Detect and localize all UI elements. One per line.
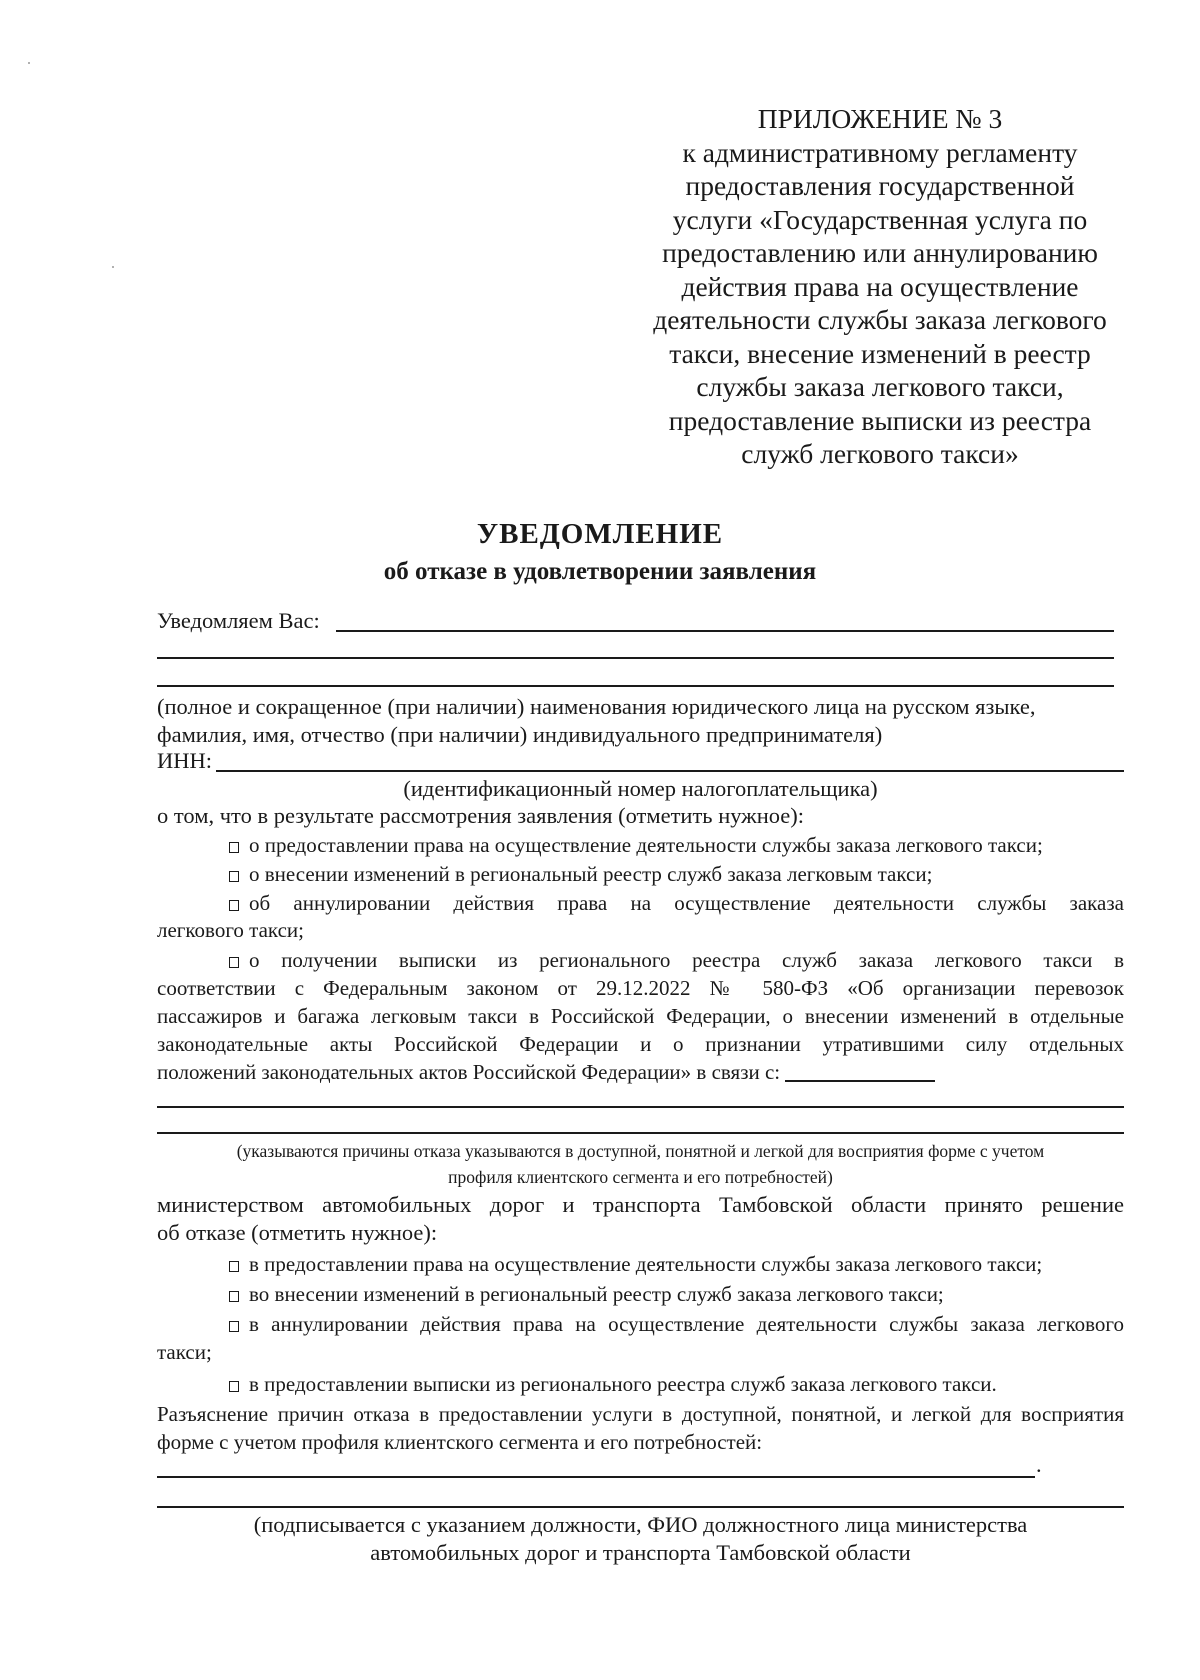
refusal-option-3-text-2: такси; [157, 1340, 212, 1364]
review-option-4-text-5: положений законодательных актов Российской Федерации» в связи с: [157, 1060, 935, 1085]
decision-line-1: министерством автомобильных дорог и транспорта Тамбовской области принято решение [157, 1192, 1124, 1217]
appendix-title: ПРИЛОЖЕНИЕ № 3 [757, 103, 1003, 134]
checkbox-icon[interactable] [229, 957, 239, 968]
appendix-line: такси, внесение изменений в реестр [669, 337, 1091, 369]
refusal-option-1[interactable] [229, 1252, 1042, 1277]
review-intro: о том, что в результате рассмотрения заявления (отметить нужное): [157, 803, 805, 828]
signature-field-line[interactable] [157, 1506, 1124, 1508]
appendix-header [615, 102, 1145, 471]
explanation-line-1: Разъяснение причин отказа в предоставлении услуги в доступной, понятной, и легкой для восприятия [157, 1402, 1124, 1426]
explanation-end-mark: . [1036, 1452, 1042, 1477]
explanation-line-2: форме с учетом профиля клиентского сегмента и его потребностей: [157, 1430, 763, 1454]
review-option-2[interactable] [229, 862, 932, 887]
appendix-line: услуги «Государственная услуга по [672, 203, 1088, 235]
review-option-3-text-1: об аннулировании действия права на осуществление деятельности службы заказа [249, 891, 1124, 915]
appendix-line: действия права на осуществление [681, 270, 1079, 302]
document-title: УВЕДОМЛЕНИЕ [476, 518, 724, 550]
recipient-hint-line-2: фамилия, имя, отчество (при наличии) индивидуального предпринимателя) [157, 722, 883, 747]
recipient-hint-line-1: (полное и сокращенное (при наличии) наименования юридического лица на русском языке, [157, 694, 1036, 719]
recipient-field-line-1[interactable] [336, 630, 1114, 632]
document-subtitle: об отказе в удовлетворении заявления [383, 558, 817, 585]
refusal-option-4-text: в предоставлении выписки из регионального реестра служб заказа легкового такси. [249, 1372, 997, 1396]
appendix-line: службы заказа легкового такси, [696, 371, 1064, 402]
checkbox-icon[interactable] [229, 1291, 239, 1302]
inn-label: ИНН: [157, 748, 212, 773]
refusal-option-3-text-1: в аннулировании действия права на осуществление деятельности службы заказа легкового [249, 1312, 1124, 1336]
signature-hint-line-1: (подписывается с указанием должности, ФИО должностного лица министерства [253, 1512, 1028, 1537]
reason-hint-line-2: профиля клиентского сегмента и его потребностей) [448, 1167, 833, 1187]
review-option-4[interactable] [229, 948, 1124, 973]
signature-hint-line-2: автомобильных дорог и транспорта Тамбовской области [370, 1540, 911, 1565]
reason-field-line-2[interactable] [157, 1132, 1124, 1134]
reason-field-line-1[interactable] [157, 1106, 1124, 1108]
checkbox-icon[interactable] [229, 1381, 239, 1392]
appendix-line: предоставлению или аннулированию [662, 237, 1098, 268]
notify-label: Уведомляем Вас: [157, 608, 320, 633]
review-option-1-text: о предоставлении права на осуществление деятельности службы заказа легкового такси; [249, 833, 1043, 857]
review-option-4-text-2: соответствии с Федеральным законом от 29.12.2022 № 580-ФЗ «Об организации перевозок [157, 976, 1124, 1000]
inn-hint: (идентификационный номер налогоплательщика) [403, 776, 878, 801]
decision-line-2: об отказе (отметить нужное): [157, 1220, 438, 1245]
appendix-line: предоставление выписки из реестра [668, 404, 1092, 436]
appendix-line: к административному регламенту [682, 136, 1078, 168]
review-option-3[interactable] [229, 891, 1124, 916]
refusal-option-3[interactable] [229, 1312, 1124, 1337]
appendix-line: предоставления государственной [685, 170, 1075, 201]
recipient-field-line-3[interactable] [157, 685, 1114, 687]
checkbox-icon[interactable] [229, 842, 239, 853]
appendix-line: деятельности службы заказа легкового [653, 304, 1107, 335]
review-option-2-text: о внесении изменений в региональный реестр служб заказа легковым такси; [249, 862, 933, 886]
refusal-option-4[interactable] [229, 1372, 997, 1397]
refusal-option-1-text: в предоставлении права на осуществление деятельности службы заказа легкового такси; [249, 1252, 1043, 1276]
checkbox-icon[interactable] [229, 871, 239, 882]
review-option-3-text-2: легкового такси; [157, 918, 304, 942]
review-option-4-text-1: о получении выписки из регионального реестра служб заказа легкового такси в [249, 948, 1124, 972]
scan-speck [28, 62, 30, 64]
refusal-option-2-text: во внесении изменений в региональный реестр служб заказа легкового такси; [249, 1282, 944, 1306]
inn-field-line[interactable] [216, 770, 1124, 772]
appendix-line: служб легкового такси» [741, 438, 1019, 469]
checkbox-icon[interactable] [229, 1321, 239, 1332]
refusal-option-2[interactable] [229, 1282, 944, 1307]
review-option-4-text-4: законодательные акты Российской Федерации и о признании утратившими силу отдельных [157, 1032, 1124, 1056]
recipient-field-line-2[interactable] [157, 657, 1114, 659]
review-option-1[interactable] [229, 833, 1043, 858]
checkbox-icon[interactable] [229, 900, 239, 911]
reason-inline-field[interactable] [785, 1062, 935, 1082]
reason-hint-line-1: (указываются причины отказа указываются в доступной, понятной и легкой для восприятия форме с учетом [236, 1141, 1045, 1161]
checkbox-icon[interactable] [229, 1261, 239, 1272]
scan-speck [112, 266, 114, 268]
review-option-4-text-3: пассажиров и багажа легковым такси в Российской Федерации, о внесении изменений в отдельные [157, 1004, 1124, 1028]
explanation-field-line-1[interactable] [157, 1476, 1035, 1478]
